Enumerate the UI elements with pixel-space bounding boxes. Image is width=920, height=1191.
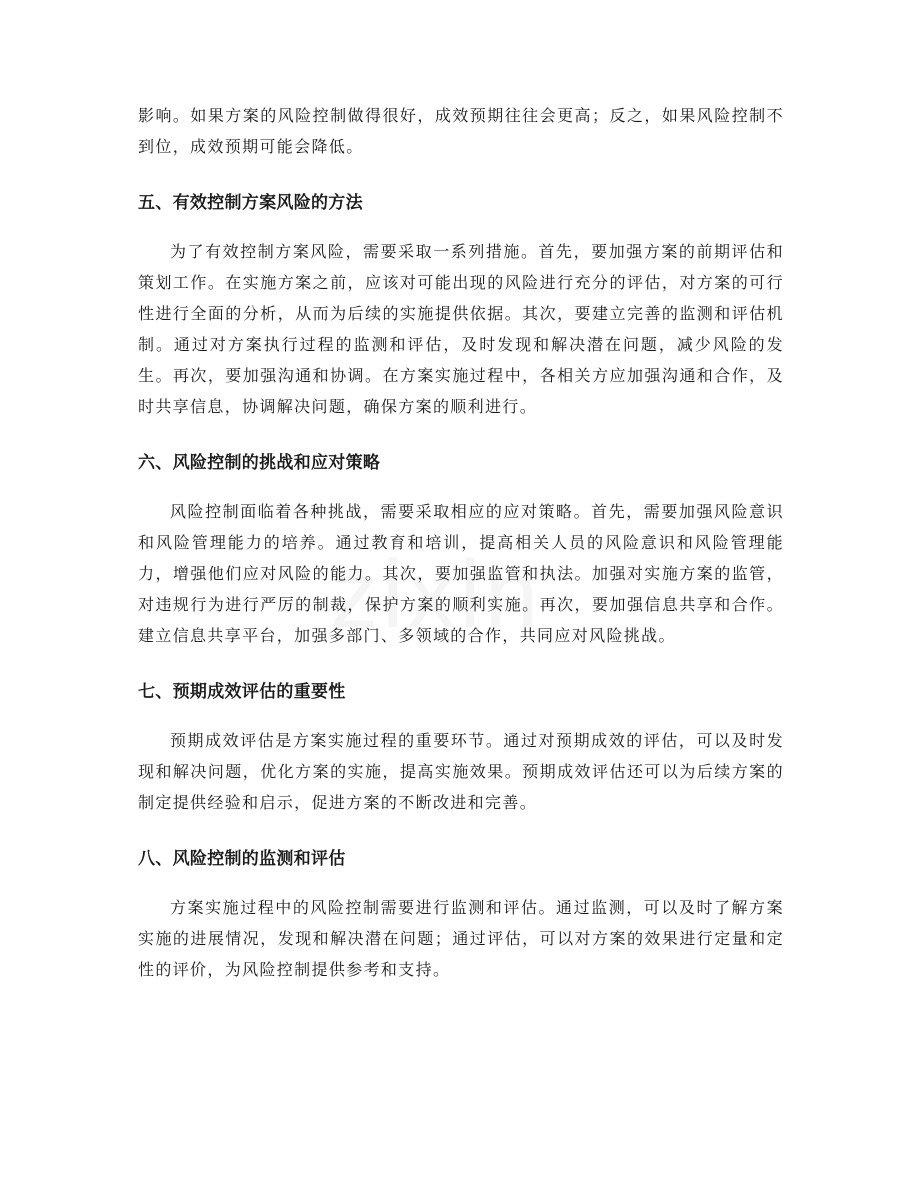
section-heading-6: 六、风险控制的挑战和应对策略 <box>138 453 381 473</box>
section-heading-7: 七、预期成效评估的重要性 <box>138 682 346 702</box>
section-heading-5: 五、有效控制方案风险的方法 <box>138 193 363 213</box>
document-body <box>138 100 784 985</box>
section-paragraph-5: 为了有效控制方案风险，需要采取一系列措施。首先，要加强方案的前期评估和策划工作。在实施方案之前，应该对可能出现的风险进行充分的评估，对方案的可行性进行全面的分析，从而为后续的实施提供依据。其次，要建立完善的监测和评估机制。通过对方案执行过程的监测和评估，及时发现和解决潜在问题，减少风险的发生。再次，要加强沟通和协调。在方案实施过程中，各相关方应加强沟通和合作，及时共享信息，协调解决问题，确保方案的顺利进行。 <box>138 242 784 416</box>
section-paragraph-8: 方案实施过程中的风险控制需要进行监测和评估。通过监测，可以及时了解方案实施的进展情况，发现和解决潜在问题；通过评估，可以对方案的效果进行定量和定性的评价，为风险控制提供参考和支持。 <box>138 898 784 979</box>
section-heading-8: 八、风险控制的监测和评估 <box>138 849 346 869</box>
section-paragraph-7: 预期成效评估是方案实施过程的重要环节。通过对预期成效的评估，可以及时发现和解决问题，优化方案的实施，提高实施效果。预期成效评估还可以为后续方案的制定提供经验和启示，促进方案的不断改进和完善。 <box>138 731 784 812</box>
intro-paragraph: 影响。如果方案的风险控制做得很好，成效预期往往会更高；反之，如果风险控制不到位，成效预期可能会降低。 <box>138 106 784 156</box>
section-paragraph-6: 风险控制面临着各种挑战，需要采取相应的应对策略。首先，需要加强风险意识和风险管理能力的培养。通过教育和培训，提高相关人员的风险意识和风险管理能力，增强他们应对风险的能力。其次，要加强监管和执法。加强对实施方案的监管，对违规行为进行严厉的制裁，保护方案的顺利实施。再次，要加强信息共享和合作。建立信息共享平台，加强多部门、多领域的合作，共同应对风险挑战。 <box>138 502 784 645</box>
